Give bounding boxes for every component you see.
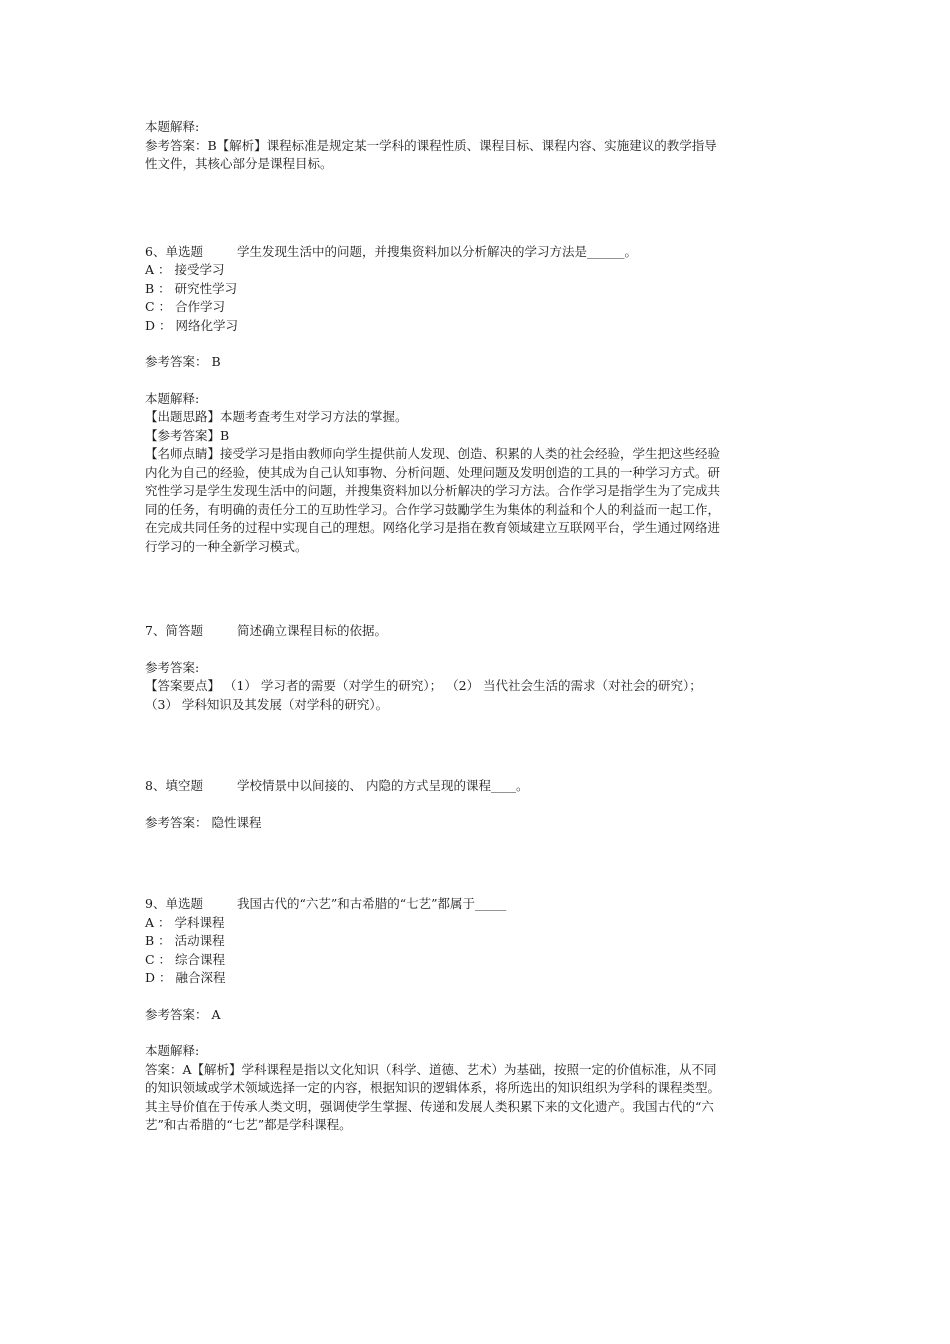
document-page	[145, 118, 805, 1135]
option-a: A ： 学科课程	[145, 914, 225, 930]
explain-line: 同的任务，有明确的责任分工的互助性学习。合作学习鼓勵学生为集体的利益和个人的利益而一起工作，	[145, 501, 721, 517]
answer-line: 性文件，其核心部分是课程目标。	[145, 156, 333, 171]
option-b: B ： 研究性学习	[145, 280, 238, 296]
question-header	[145, 243, 805, 262]
explain-label: 本题解释:	[145, 119, 200, 134]
explain-line: 【出题思路】本题考查考生对学习方法的掌握。	[145, 409, 408, 424]
option-c: C ： 综合课程	[145, 951, 226, 967]
option-c: C ： 合作学习	[145, 299, 226, 314]
question-6	[145, 243, 805, 557]
q5-explanation	[145, 118, 805, 174]
question-8	[145, 777, 805, 832]
explain-line: 在完成共同任务的过程中实现自己的理想。网络化学习是指在教育领域建立互联网平台，学生通过网络进	[145, 520, 721, 535]
option-b: B ： 活动课程	[145, 933, 225, 948]
question-stem: 学校情景中以间接的、 内隐的方式呈现的课程____。	[237, 778, 529, 793]
reference-answer: 参考答案： B	[145, 354, 221, 369]
question-number-type: 7、简答题	[145, 623, 203, 638]
reference-answer: 参考答案： A	[145, 1006, 221, 1022]
option-d: D ： 网络化学习	[145, 317, 238, 333]
explain-label: 本题解释:	[145, 390, 200, 406]
explain-line: 艺”和古希腊的“七艺”都是学科课程。	[145, 1117, 352, 1132]
question-stem: 我国古代的“六艺”和古希腊的“七艺”都属于_____	[237, 896, 507, 911]
question-stem: 学生发现生活中的问题，并搜集资料加以分析解决的学习方法是______。	[237, 243, 638, 259]
question-7	[145, 622, 805, 714]
answer-label: 参考答案:	[145, 659, 200, 675]
explain-line: 行学习的一种全新学习模式。	[145, 538, 308, 554]
option-d: D ： 融合深程	[145, 970, 226, 985]
explain-line: 【参考答案】B	[145, 427, 230, 443]
question-9	[145, 895, 805, 1135]
explain-line: 内化为自己的经验，使其成为自己认知事物、分析问题、处理问题及发明创造的工具的一种学习方式。研	[145, 464, 721, 480]
explain-line: 答案：A【解析】学科课程是指以文化知识（科学、道德、艺术）为基础，按照一定的价值标准，从不同	[145, 1061, 717, 1077]
explain-line: 【名师点睛】接受学习是指由教师向学生提供前人发现、创造、积累的人类的社会经验，学生把这些经验	[145, 446, 721, 461]
explain-label: 本题解释:	[145, 1043, 200, 1058]
question-number-type: 9、单选题	[145, 896, 203, 911]
explain-line: 其主导价值在于传承人类文明，强调使学生掌握、传递和发展人类积累下来的文化遗产。我国古代的“六	[145, 1098, 714, 1114]
explain-line: 的知识领域或学术领域选择一定的内容，根据知识的逻辑体系，将所选出的知识组织为学科的课程类型。	[145, 1080, 721, 1095]
question-header	[145, 777, 805, 796]
question-number-type: 8、填空题	[145, 778, 203, 793]
question-header	[145, 622, 805, 641]
question-header	[145, 895, 805, 914]
answer-line: （3） 学科知识及其发展（对学科的研究）。	[145, 696, 389, 712]
answer-line: 参考答案：B【解析】课程标准是规定某一学科的课程性质、课程目标、课程内容、实施建议的教学指导	[145, 137, 717, 153]
reference-answer: 参考答案： 隐性课程	[145, 814, 262, 830]
explain-line: 究性学习是学生发现生活中的问题，并搜集资料加以分析解决的学习方法。合作学习是指学生为了完成共	[145, 483, 721, 498]
question-number-type: 6、单选题	[145, 243, 203, 259]
question-stem: 简述确立课程目标的依据。	[237, 623, 388, 638]
option-a: A ： 接受学习	[145, 262, 225, 277]
answer-line: 【答案要点】 （1） 学习者的需要（对学生的研究）； （2） 当代社会生活的需求（对社会的研究）；	[145, 678, 702, 693]
